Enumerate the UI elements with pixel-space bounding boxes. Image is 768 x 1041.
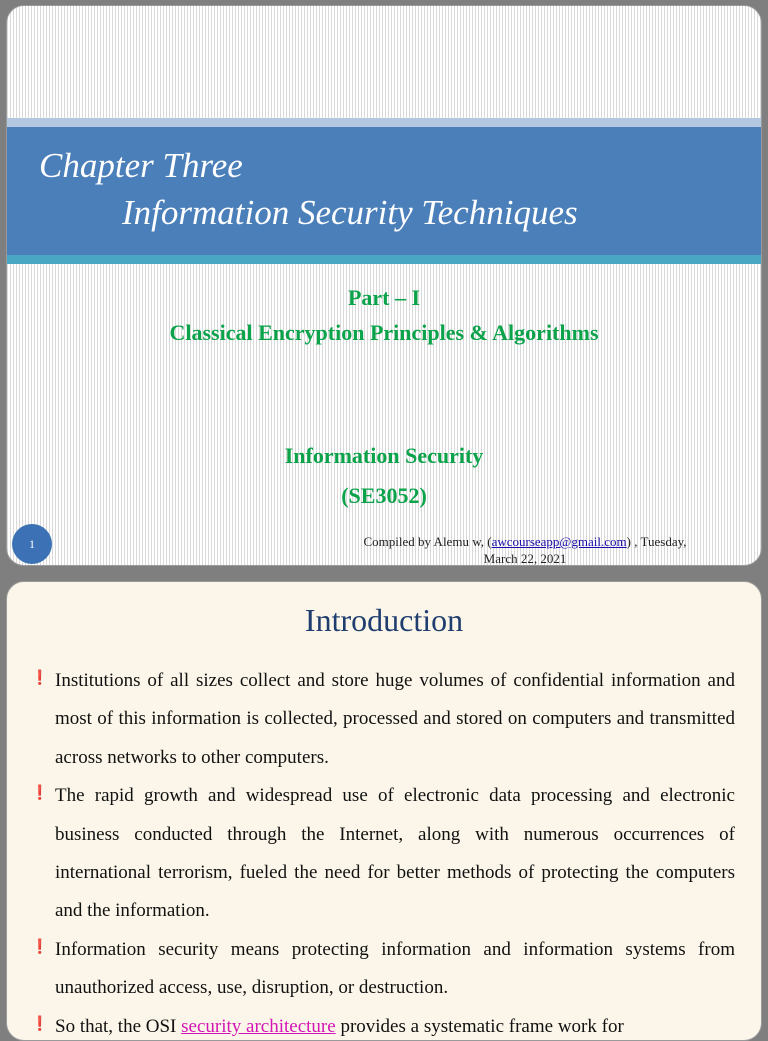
- chapter-subtitle: Information Security Techniques: [122, 193, 578, 232]
- bullet-text: The rapid growth and widespread use of electronic data processing and electronic business conducted through the Internet, along with numerous occurrences of international terrorism, fueled the need for better methods of protecting the computers and the information.: [55, 785, 735, 922]
- footer-credit: [325, 533, 725, 566]
- security-architecture-link[interactable]: security architecture: [181, 1015, 336, 1037]
- part-subtitle: Classical Encryption Principles & Algorithms: [169, 320, 599, 345]
- bullet-item: [31, 777, 735, 931]
- slide-title: [6, 5, 762, 566]
- part-label: Part – I: [347, 285, 421, 310]
- leaf-bullet-icon: ❗: [31, 671, 49, 686]
- bullet-item: [31, 931, 735, 1008]
- bullet-item: [31, 1008, 735, 1041]
- bullet-text: Information security means protecting information and information systems from unauthorized access, use, disruption, or destruction.: [55, 938, 735, 999]
- leaf-bullet-icon: ❗: [31, 1016, 49, 1032]
- bullet-item: [31, 662, 735, 777]
- leaf-bullet-icon: ❗: [31, 939, 49, 955]
- slide-introduction: [6, 581, 762, 1041]
- bullet-text-prefix: So that, the OSI: [55, 1015, 182, 1037]
- slide-title: Introduction: [304, 602, 464, 638]
- bullet-text-suffix: provides a systematic frame work for: [335, 1015, 624, 1037]
- band-top-light: [7, 118, 761, 127]
- chapter-title: Chapter Three: [39, 146, 243, 185]
- footer-email-link[interactable]: awcourseapp@gmail.com: [491, 534, 627, 549]
- band-bottom-teal: [7, 255, 761, 264]
- footer-prefix: Compiled by Alemu w, (: [363, 534, 492, 549]
- leaf-bullet-icon: ❗: [31, 786, 49, 802]
- bullet-text: Institutions of all sizes collect and store huge volumes of confidential information and most of this information is collected, processed and stored on computers and transmitted across networks to other computers.: [55, 670, 735, 768]
- course-code: (SE3052): [341, 483, 427, 508]
- footer-suffix: ) , Tuesday,: [626, 534, 687, 549]
- slide-number-badge: 1: [12, 524, 52, 564]
- bullet-list: [31, 662, 735, 1041]
- course-name: Information Security: [284, 443, 484, 468]
- footer-date: March 22, 2021: [483, 551, 567, 566]
